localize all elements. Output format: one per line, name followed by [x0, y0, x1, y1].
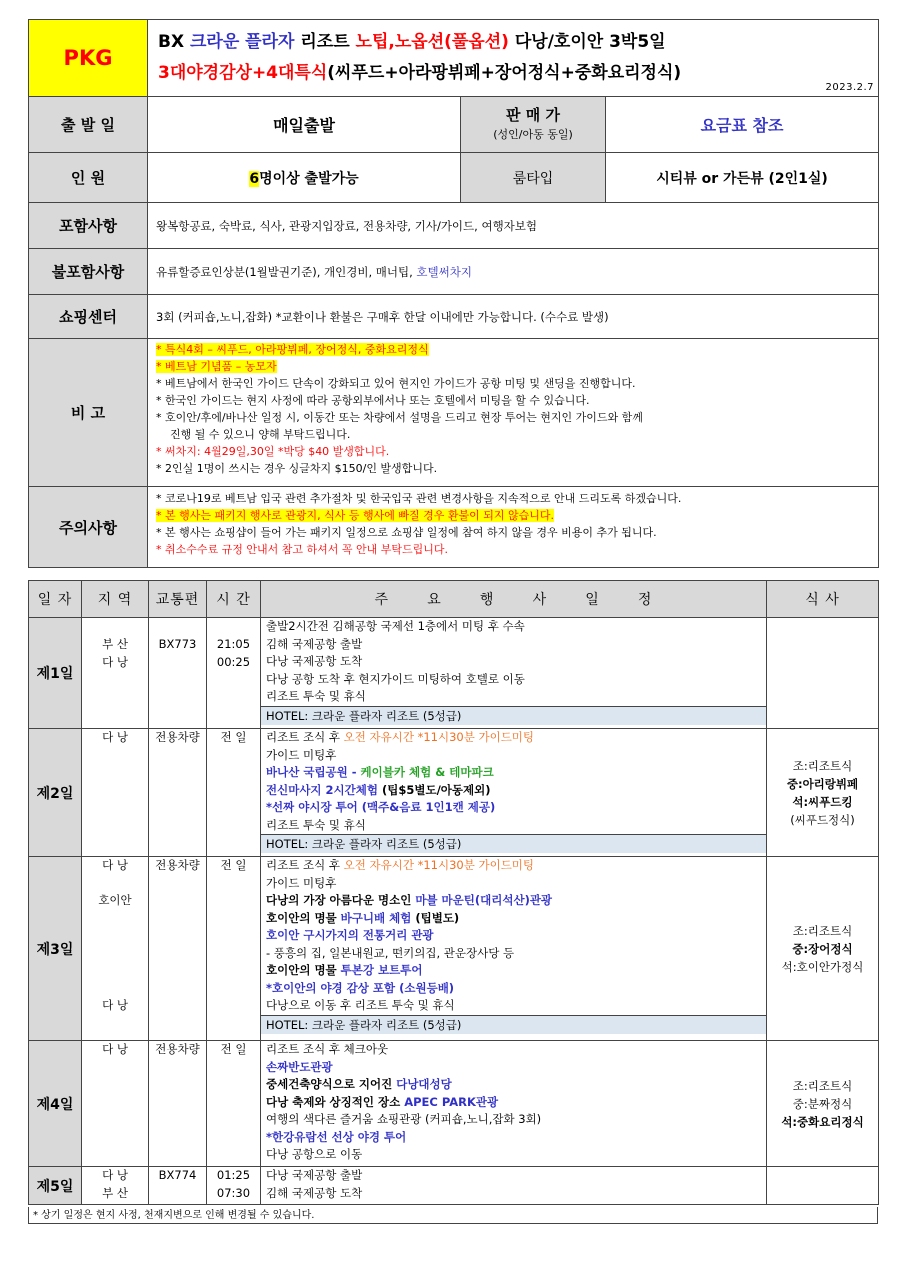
note-item: * 호이안/후에/바나산 일정 시, 이동간 또는 차량에서 설명을 드리고 현장 투어는 현지인 가이드와 함께: [156, 411, 643, 424]
day-time: 전 일: [207, 1041, 261, 1167]
day-meal: 조:리조트식 중:분짜정식 석:중화요리정식: [767, 1041, 879, 1167]
day-time: 전 일: [207, 729, 261, 857]
day-transport: BX774: [149, 1167, 207, 1205]
day-row: [29, 1041, 879, 1167]
day-region: 다 낭 부 산: [82, 1167, 149, 1205]
day-label: 제2일: [29, 729, 82, 857]
day-region: 부 산 다 낭: [82, 618, 149, 729]
included-value: 왕복항공료, 숙박료, 식사, 관광지입장료, 전용차량, 기사/가이드, 여행자보험: [148, 203, 879, 249]
day-transport: BX773: [149, 618, 207, 729]
day-meal: [767, 618, 879, 729]
day-row: [29, 729, 879, 857]
note-item: * 써차지: 4월29일,30일 *박당 $40 발생합니다.: [156, 445, 390, 458]
caution-item: * 취소수수료 규정 안내서 참고 하셔서 꼭 안내 부탁드립니다.: [156, 543, 448, 556]
caution-list: [148, 487, 879, 568]
day-time: 전 일: [207, 857, 261, 1041]
people-value: 6명이상 출발가능: [148, 153, 461, 203]
day-region: 다 낭: [82, 1041, 149, 1167]
day-row: [29, 618, 879, 729]
day-transport: 전용차량: [149, 1041, 207, 1167]
day-region: 다 낭: [82, 729, 149, 857]
note-item: 진행 될 수 있으니 양해 부탁드립니다.: [170, 428, 351, 441]
col-header-transport: 교통편: [149, 581, 207, 618]
col-header-region: 지 역: [82, 581, 149, 618]
col-header-schedule: 주 요 행 사 일 정: [261, 581, 767, 618]
included-label: 포함사항: [29, 203, 148, 249]
day-meal: 조:리조트식 중:아리랑뷔페 석:씨푸드킹 (씨푸드정식): [767, 729, 879, 857]
day-transport: 전용차량: [149, 729, 207, 857]
hotel-line: HOTEL: 크라운 플라자 리조트 (5성급): [261, 706, 766, 725]
package-title: BX 크라운 플라자 리조트 노팁,노옵션(풀옵션) 다낭/호이안 3박5일 3대야경감상+4대특식(씨푸드+아라팡뷔페+장어정식+중화요리정식) 2023.2.7: [148, 20, 879, 97]
departure-label: 출 발 일: [29, 97, 148, 153]
itinerary-header-row: [29, 581, 879, 618]
day-time: 21:05 00:25: [207, 618, 261, 729]
departure-value: 매일출발: [148, 97, 461, 153]
notes-list: [148, 339, 879, 487]
caution-item: * 본 행사는 패키지 행사로 관광지, 식사 등 행사에 빠질 경우 환불이 되지 않습니다.: [156, 509, 554, 522]
note-item: * 한국인 가이드는 현지 사정에 따라 공항외부에서나 또는 호텔에서 미팅을 할 수 있습니다.: [156, 394, 590, 407]
day-meal: 조:리조트식 중:장어정식 석:호이안가정식: [767, 857, 879, 1041]
pkg-badge: PKG: [29, 20, 148, 97]
price-value: 요금표 참조: [606, 97, 879, 153]
package-info-table: [28, 19, 879, 568]
notes-label: 비 고: [29, 339, 148, 487]
day-schedule: 리조트 조식 후 오전 자유시간 *11시30분 가이드미팅 가이드 미팅후 다낭의 가장 아름다운 명소인 마블 마운틴(대리석산)관광 호이안의 명물 바구니배 체험 (팁별도) 호이안 구시가지의 전통거리 관광 - 풍흥의 집, 일본내원교, 떤키의집, 관운장사당 등 호이안의 명물 투본강 보트투어 *호이안의 야경 감상 포함 (소원등배) 다낭으로 이동 후 리조트 투숙 및 휴식 HOTEL: 크라운 플라자 리조트 (5성급): [261, 857, 767, 1041]
price-label: 판 매 가 (성인/아동 동일): [461, 97, 606, 153]
excluded-value: 유류할증료인상분(1월발권기준), 개인경비, 매너팁, 호텔써차지: [148, 249, 879, 295]
day-row: [29, 1167, 879, 1205]
day-schedule: 출발2시간전 김해공항 국제선 1층에서 미팅 후 수속 김해 국제공항 출발 다낭 국제공항 도착 다낭 공항 도착 후 현지가이드 미팅하여 호텔로 이동 리조트 투숙 및 휴식 HOTEL: 크라운 플라자 리조트 (5성급): [261, 618, 767, 729]
day-label: 제3일: [29, 857, 82, 1041]
note-item: * 베트남에서 한국인 가이드 단속이 강화되고 있어 현지인 가이드가 공항 미팅 및 샌딩을 진행합니다.: [156, 377, 636, 390]
day-label: 제4일: [29, 1041, 82, 1167]
note-item: * 특식4회 – 씨푸드, 아라팡뷔페, 장어정식, 중화요리정식: [156, 343, 429, 356]
room-label: 룸타입: [461, 153, 606, 203]
day-label: 제1일: [29, 618, 82, 729]
shopping-label: 쇼핑센터: [29, 295, 148, 339]
shopping-value: 3회 (커피숍,노니,잡화) *교환이나 환불은 구매후 한달 이내에만 가능합니다. (수수료 발생): [148, 295, 879, 339]
col-header-date: 일 자: [29, 581, 82, 618]
itinerary-table: [28, 580, 879, 1205]
col-header-time: 시 간: [207, 581, 261, 618]
caution-label: 주의사항: [29, 487, 148, 568]
day-transport: 전용차량: [149, 857, 207, 1041]
caution-item: * 본 행사는 쇼핑샵이 들어 가는 패키지 일정으로 쇼핑샵 일정에 참여 하지 않을 경우 비용이 추가 됩니다.: [156, 526, 657, 539]
footnote: * 상기 일정은 현지 사정, 천재지변으로 인해 변경될 수 있습니다.: [28, 1207, 878, 1224]
hotel-line: HOTEL: 크라운 플라자 리조트 (5성급): [261, 1015, 766, 1034]
excluded-label: 불포함사항: [29, 249, 148, 295]
caution-item: * 코로나19로 베트남 입국 관련 추가절차 및 한국입국 관련 변경사항을 지속적으로 안내 드리도록 하겠습니다.: [156, 492, 682, 505]
hotel-line: HOTEL: 크라운 플라자 리조트 (5성급): [261, 834, 766, 853]
day-region: 다 낭 호이안 다 낭: [82, 857, 149, 1041]
day-meal: [767, 1167, 879, 1205]
people-label: 인 원: [29, 153, 148, 203]
note-item: * 2인실 1명이 쓰시는 경우 싱글차지 $150/인 발생합니다.: [156, 462, 438, 475]
day-schedule: 리조트 조식 후 오전 자유시간 *11시30분 가이드미팅 가이드 미팅후 바나산 국립공원 - 케이블카 체험 & 테마파크 전신마사지 2시간체험 (팁$5별도/아동제외) *선짜 야시장 투어 (맥주&음료 1인1캔 제공) 리조트 투숙 및 휴식 HOTEL: 크라운 플라자 리조트 (5성급): [261, 729, 767, 857]
note-item: * 베트남 기념품 – 농모자: [156, 360, 277, 373]
day-schedule: 다낭 국제공항 출발 김해 국제공항 도착: [261, 1167, 767, 1205]
day-time: 01:25 07:30: [207, 1167, 261, 1205]
day-row: [29, 857, 879, 1041]
day-label: 제5일: [29, 1167, 82, 1205]
col-header-meal: 식 사: [767, 581, 879, 618]
day-schedule: 리조트 조식 후 체크아웃 손짜반도관광 중세건축양식으로 지어진 다낭대성당 다낭 축제와 상징적인 장소 APEC PARK관광 여행의 색다른 즐거움 쇼핑관광 (커피숍,노니,잡화 3회) *한강유람선 선상 야경 투어 다낭 공항으로 이동: [261, 1041, 767, 1167]
issue-date: 2023.2.7: [825, 82, 875, 93]
room-value: 시티뷰 or 가든뷰 (2인1실): [606, 153, 879, 203]
